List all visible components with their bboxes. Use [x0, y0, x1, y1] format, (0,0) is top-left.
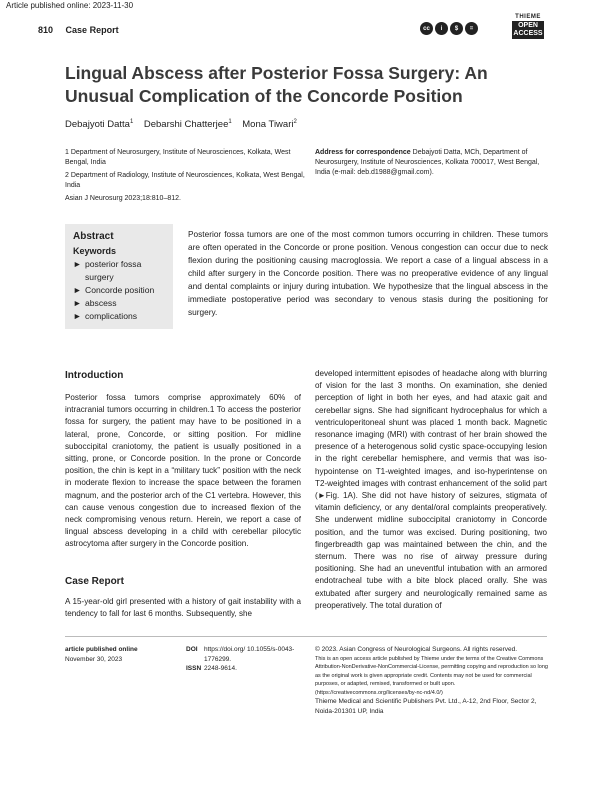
keyword-text: complications — [85, 311, 138, 321]
nc-icon: $ — [450, 22, 463, 35]
cc-icon: cc — [420, 22, 433, 35]
footer-divider — [65, 636, 547, 637]
arrow-icon: ► — [73, 298, 82, 308]
publication-info — [65, 645, 138, 664]
section-label: Case Report — [65, 25, 119, 35]
page-number: 810 — [38, 25, 54, 35]
doi-link[interactable]: https://doi.org/ 10.1055/s-0043-1776299. — [204, 646, 295, 663]
arrow-icon: ► — [73, 311, 82, 321]
publisher-address: Thieme Medical and Scientific Publishers Pvt. Ltd., A-12, 2nd Floor, Sector 2, Noida-201301 UP, India — [315, 698, 537, 715]
doi-label: DOI — [186, 646, 198, 653]
correspondence — [315, 148, 545, 178]
publisher-logo-line1: THIEME — [515, 14, 541, 20]
affiliation-item: 2 Department of Radiology, Institute of Neurosciences, Kolkata, West Bengal, India — [65, 172, 305, 189]
doi-info — [186, 645, 302, 674]
correspondence-text: Debajyoti Datta, MCh, Department of Neurosurgery, Institute of Neurosciences, Kolkata 700017, West Bengal, India (e-mail: deb.d1988@gmail.com). — [315, 149, 540, 176]
keyword-item — [73, 297, 165, 310]
running-header — [38, 25, 119, 35]
correspondence-label: Address for correspondence — [315, 149, 411, 156]
issn-label: ISSN — [186, 665, 202, 672]
open-access-word1: OPEN — [518, 22, 538, 29]
author-sup: 1 — [129, 119, 134, 125]
author-name: Debajyoti Datta — [65, 119, 130, 131]
publisher-logo — [512, 14, 544, 39]
author-name: Debarshi Chatterjee — [143, 119, 229, 131]
issn-value: 2248-9614. — [204, 665, 237, 672]
arrow-icon: ► — [73, 259, 82, 269]
abstract-heading: Abstract — [73, 231, 114, 242]
open-access-badge — [512, 21, 544, 39]
author-name: Mona Tiwari — [242, 119, 294, 131]
author-sup: 1 — [228, 119, 232, 125]
keyword-item — [73, 258, 165, 284]
author-list — [65, 119, 297, 130]
article-title: Lingual Abscess after Posterior Fossa Surgery: An Unusual Complication of the Concorde Position — [65, 63, 488, 106]
pub-date: November 30, 2023 — [65, 655, 123, 663]
affiliations — [65, 148, 305, 194]
keyword-text: abscess — [85, 298, 117, 308]
open-access-word2: ACCESS — [513, 30, 543, 37]
intro-text: Posterior fossa tumors comprise approximately 60% of intracranial tumors occurring in children.1 To access the posterior fossa for surgery, the patient may have to be positioned in a lateral, prone, Concorde, or sitting position. For midline suboccipital craniotomy, the patient is usually positioned in a sitting, prone, or Concorde position. In the prone or Concorde position, the chin is kept in a “military tuck” position with the neck in moderate flexion to increase the space between the foramen magnum, and the posterior arch of the C1 vertebra. However, this can cause venous congestion due to increased flexion of the neck compromising venous return. Herein, we report a case of lingual abscess developing in a child with cerebellar pilocytic astrocytoma after surgery in the Concorde position. — [65, 393, 301, 549]
nd-icon: = — [465, 22, 478, 35]
case-report-text: A 15-year-old girl presented with a history of gait instability with a tendency to fall for last 6 months. Subsequently, she — [65, 597, 301, 619]
published-online-note: Article published online: 2023-11-30 — [6, 1, 134, 10]
affiliation-item: 1 Department of Neurosurgery, Institute of Neurosciences, Kolkata, West Bengal, India — [65, 149, 291, 166]
abstract-sidebar — [65, 224, 173, 329]
case-report-continued: developed intermittent episodes of headache along with blurring of vision for the last 3 months. On examination, she denied perception of light in both her eyes, and had ataxic gait and cerebellar signs. She had significant hydrocephalus for which a ventriculoperitoneal shunt was placed 1 month back. Magnetic resonance imaging (MRI) with contrast of her brain showed the presence of a heterogenous solid cystic space-occupying lesion in the right cerebellar hemisphere, and vermis that was iso-hypointense on T1-weighted images, and iso-hyperintense on T2-weighted images with contrast enhancement of the solid part (►Fig. 1A). She did not have history of seizures, stigmata of vitamin deficiency, or any dental/oral complaints preoperatively. She underwent midline suboccipital craniotomy in Concorde position, and the tumor was excised. During positioning, two fingerbreadth gap was maintained between the chin, and the sternum. There was no rise of airway pressure during positioning. She had an uneventful intubation with an armored endotracheal tube with a bite block placed orally. She was extubated after surgery and neurologically remained same as preoperatively. The total duration of — [315, 369, 547, 610]
author-sup: 2 — [293, 119, 297, 125]
license-text: This is an open access article published by Thieme under the terms of the Creative Commons Attribution-NonDerivative-NonCommercial-License, permitting copying and reproduction so long as the original work is given appropriate credit. Contents may not be used for commercial purposes, or adapted, remixed, transformed or built upon. (https://creativecommons.org/licenses/by-nc-nd/4.0/) — [315, 655, 548, 696]
citation: Asian J Neurosurg 2023;18:810–812. — [65, 195, 181, 202]
pub-label: article published online — [65, 646, 138, 653]
page-bottom-strip — [0, 787, 600, 797]
keyword-text: Concorde position — [85, 285, 155, 295]
license-badges — [420, 22, 478, 36]
keywords-heading: Keywords — [73, 246, 117, 256]
keyword-text: posterior fossa surgery — [85, 259, 142, 282]
arrow-icon: ► — [73, 285, 82, 295]
copyright-text: © 2023. Asian Congress of Neurological Surgeons. All rights reserved. — [315, 646, 518, 653]
abstract-text: Posterior fossa tumors are one of the most common tumors occurring in children. These tumors are often operated in the Concorde or prone position. Venous congestion can occur due to neck flexion during the positioning causing macroglossia. We report a case of a lingual abscess in a child after surgery in the Concorde position. There was no preoperative evidence of any lingual and dental complaints or injury during intubation. We hypothesize that the lingual abscess in the immediate postoperative period was secondary to venous stasis during the positioning for surgery. — [188, 229, 548, 317]
copyright-info — [315, 645, 550, 716]
case-report-heading: Case Report — [65, 576, 124, 587]
keyword-item — [73, 310, 165, 323]
intro-heading: Introduction — [65, 370, 124, 381]
keyword-item — [73, 284, 165, 297]
by-icon: i — [435, 22, 448, 35]
